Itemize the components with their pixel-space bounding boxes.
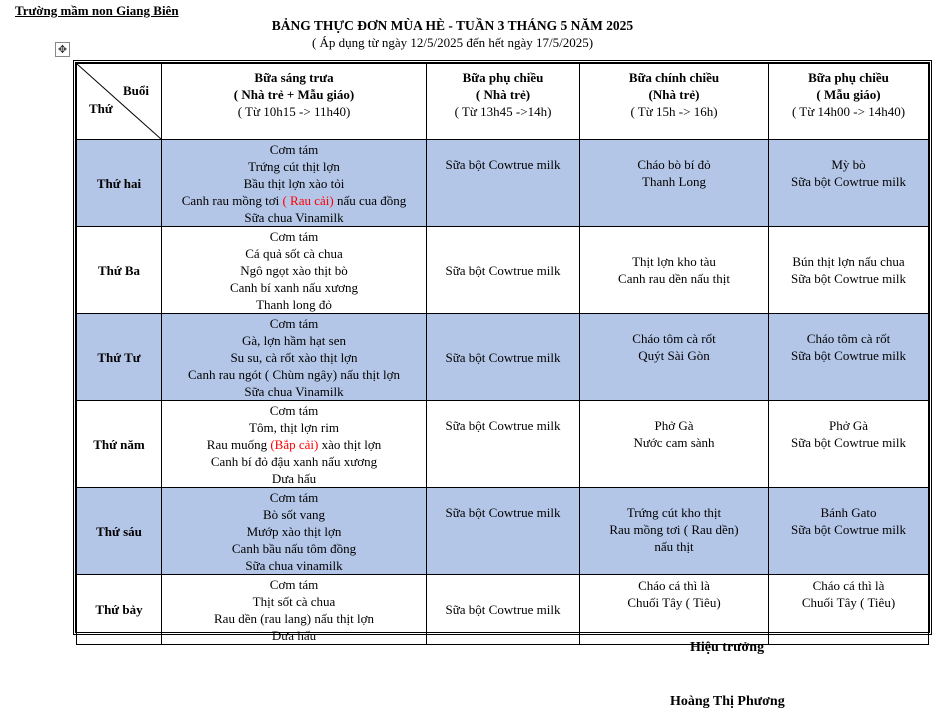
menu-item: Gà, lợn hầm hạt sen: [242, 333, 346, 348]
menu-row: [77, 401, 929, 488]
snack-nt-cell: [427, 227, 580, 314]
snack-mg-cell: [769, 575, 929, 645]
menu-item: Chuối Tây ( Tiêu): [801, 595, 896, 610]
header-thu: Thứ: [89, 101, 113, 116]
menu-item: Canh bí xanh nấu xương: [229, 280, 358, 295]
menu-item: Canh rau dền nấu thịt: [618, 271, 730, 286]
header-snack-nt: [427, 64, 580, 140]
header-main-pm-group: (Nhà trẻ): [648, 87, 700, 102]
menu-item: Canh bầu nấu tôm đồng: [231, 541, 357, 556]
menu-item: Cơm tám: [269, 229, 319, 244]
menu-item: Dưa hấu: [271, 628, 317, 643]
menu-item: Cơm tám: [269, 142, 319, 157]
snack-nt-cell: [427, 314, 580, 401]
header-snack-mg-time: ( Từ 14h00 -> 14h40): [791, 104, 906, 119]
menu-item: Trứng cút kho thịt: [626, 505, 722, 520]
day-cell: Thứ Ba: [77, 227, 162, 314]
menu-item: Sữa bột Cowtrue milk: [445, 418, 561, 433]
breakfast-cell: [162, 140, 427, 227]
alternate-vegetable: ( Rau cải): [282, 193, 334, 208]
header-snack-nt-time: ( Từ 13h45 ->14h): [454, 104, 552, 119]
menu-item: Phở Gà: [654, 418, 694, 433]
menu-item: Mướp xào thịt lợn: [246, 524, 342, 539]
menu-item: Phở Gà: [828, 418, 868, 433]
main-pm-cell: [580, 488, 769, 575]
school-name: Trường mầm non Giang Biên: [15, 3, 179, 18]
header-snack-mg: [769, 64, 929, 140]
menu-item: Quýt Sài Gòn: [638, 348, 710, 363]
menu-item: Sữa bột Cowtrue milk: [445, 349, 561, 365]
main-pm-cell: [580, 227, 769, 314]
menu-item: Sữa bột Cowtrue milk: [790, 271, 906, 286]
breakfast-cell: [162, 575, 427, 645]
menu-item: Rau mồng tơi ( Rau dền): [609, 522, 739, 537]
menu-item: Rau muống (Bắp cải) xào thịt lợn: [206, 437, 382, 452]
day-cell: Thứ năm: [77, 401, 162, 488]
menu-item: Sữa bột Cowtrue milk: [445, 157, 561, 172]
snack-nt-cell: [427, 140, 580, 227]
subtitle-text: ( Áp dụng từ ngày 12/5/2025 đến hết ngày 17/5/2025): [311, 35, 594, 50]
header-breakfast-group: ( Nhà trẻ + Mẫu giáo): [233, 87, 355, 102]
header-breakfast-title: Bữa sáng trưa: [254, 70, 334, 85]
breakfast-cell: [162, 227, 427, 314]
menu-item: Cháo tôm cà rốt: [806, 331, 891, 346]
menu-item: Cá quả sốt cà chua: [245, 246, 343, 261]
day-cell: Thứ bảy: [77, 575, 162, 645]
snack-mg-cell: [769, 488, 929, 575]
main-pm-cell: [580, 314, 769, 401]
breakfast-cell: [162, 314, 427, 401]
menu-item: Thanh Long: [642, 174, 706, 189]
breakfast-cell: [162, 488, 427, 575]
menu-item: Su su, cà rốt xào thịt lợn: [230, 350, 358, 365]
menu-item: Bánh Gato: [820, 505, 877, 520]
main-pm-cell: [580, 401, 769, 488]
menu-item: Trứng cút thịt lợn: [248, 159, 340, 174]
menu-item: Thịt sốt cà chua: [252, 594, 336, 609]
header-main-pm: [580, 64, 769, 140]
menu-item: Cơm tám: [269, 490, 319, 505]
menu-item: Sữa chua vinamilk: [245, 558, 343, 573]
menu-table: [73, 60, 932, 643]
table-move-handle-icon[interactable]: ✥: [55, 42, 70, 57]
page-title: [0, 18, 935, 34]
snack-mg-cell: [769, 401, 929, 488]
menu-item: Rau dền (rau lang) nấu thịt lợn: [214, 611, 374, 626]
menu-item: Cơm tám: [269, 577, 319, 592]
menu-item: Cháo cá thì là: [638, 578, 710, 593]
menu-item: Cơm tám: [269, 403, 319, 418]
menu-item: Thanh long đỏ: [256, 297, 332, 312]
menu-item: Chuối Tây ( Tiêu): [627, 595, 721, 610]
principal-label: Hiệu trưởng: [690, 640, 765, 655]
menu-item: Sữa bột Cowtrue milk: [790, 348, 906, 363]
menu-item: Canh bí đỏ đậu xanh nấu xương: [210, 454, 378, 469]
menu-item: Sữa bột Cowtrue milk: [790, 435, 906, 450]
menu-item: Sữa bột Cowtrue milk: [790, 522, 906, 537]
header-snack-mg-group: ( Mẫu giáo): [816, 87, 881, 102]
header-breakfast: [162, 64, 427, 140]
main-pm-cell: [580, 575, 769, 645]
header-main-pm-time: ( Từ 15h -> 16h): [630, 104, 718, 119]
menu-item: Sữa bột Cowtrue milk: [790, 174, 906, 189]
menu-item: Ngô ngọt xào thịt bò: [240, 263, 348, 278]
menu-item: Cháo cá thì là: [812, 578, 885, 593]
menu-item: Cháo bò bí đỏ: [637, 157, 711, 172]
day-cell: Thứ sáu: [77, 488, 162, 575]
snack-nt-cell: [427, 488, 580, 575]
header-corner-cell: [77, 64, 162, 140]
header-row: [77, 64, 929, 140]
menu-row: [77, 227, 929, 314]
menu-item: nấu thịt: [654, 539, 694, 554]
page-subtitle: [0, 35, 935, 51]
snack-mg-cell: [769, 227, 929, 314]
menu-item: Sữa chua Vinamilk: [244, 210, 344, 225]
alternate-vegetable: (Bắp cải): [270, 437, 319, 452]
menu-row: [77, 575, 929, 645]
snack-nt-cell: [427, 575, 580, 645]
snack-mg-cell: [769, 140, 929, 227]
main-pm-cell: [580, 140, 769, 227]
header-snack-nt-title: Bữa phụ chiều: [462, 70, 544, 85]
menu-item: Bò sốt vang: [262, 507, 326, 522]
menu-item: Tôm, thịt lợn rim: [249, 420, 339, 435]
header-main-pm-title: Bữa chính chiều: [628, 70, 720, 85]
menu-item: Cơm tám: [269, 316, 319, 331]
menu-item: Thịt lợn kho tàu: [632, 254, 716, 269]
menu-item: Sữa bột Cowtrue milk: [445, 262, 561, 278]
header-snack-mg-title: Bữa phụ chiều: [808, 70, 889, 85]
snack-nt-cell: [427, 401, 580, 488]
menu-grid: [76, 63, 929, 645]
menu-item: Sữa bột Cowtrue milk: [445, 505, 561, 520]
menu-item: Canh rau ngót ( Chùm ngây) nấu thịt lợn: [188, 367, 400, 382]
menu-item: Nước cam sành: [633, 435, 715, 450]
day-cell: Thứ hai: [77, 140, 162, 227]
breakfast-cell: [162, 401, 427, 488]
menu-row: [77, 140, 929, 227]
header-snack-nt-group: ( Nhà trẻ): [475, 87, 531, 102]
menu-row: [77, 488, 929, 575]
header-buoi: Buổi: [122, 83, 149, 98]
day-cell: Thứ Tư: [77, 314, 162, 401]
header-breakfast-time: ( Từ 10h15 -> 11h40): [237, 104, 351, 119]
signer-name: Hoàng Thị Phương: [670, 694, 785, 709]
menu-item: Mỳ bò: [831, 157, 866, 172]
snack-mg-cell: [769, 314, 929, 401]
menu-row: [77, 314, 929, 401]
menu-item: Dưa hấu: [271, 471, 317, 486]
menu-item: Sữa chua Vinamilk: [244, 384, 344, 399]
menu-item: Cháo tôm cà rốt: [632, 331, 716, 346]
menu-item: Canh rau mồng tơi ( Rau cải) nấu cua đồng: [181, 193, 407, 208]
menu-item: Bún thịt lợn nấu chua: [792, 254, 905, 269]
menu-item: Sữa bột Cowtrue milk: [445, 602, 561, 617]
title-text: BẢNG THỰC ĐƠN MÙA HÈ - TUẦN 3 THÁNG 5 NĂM 2025: [271, 18, 634, 33]
menu-item: Bầu thịt lợn xào tỏi: [243, 176, 345, 191]
